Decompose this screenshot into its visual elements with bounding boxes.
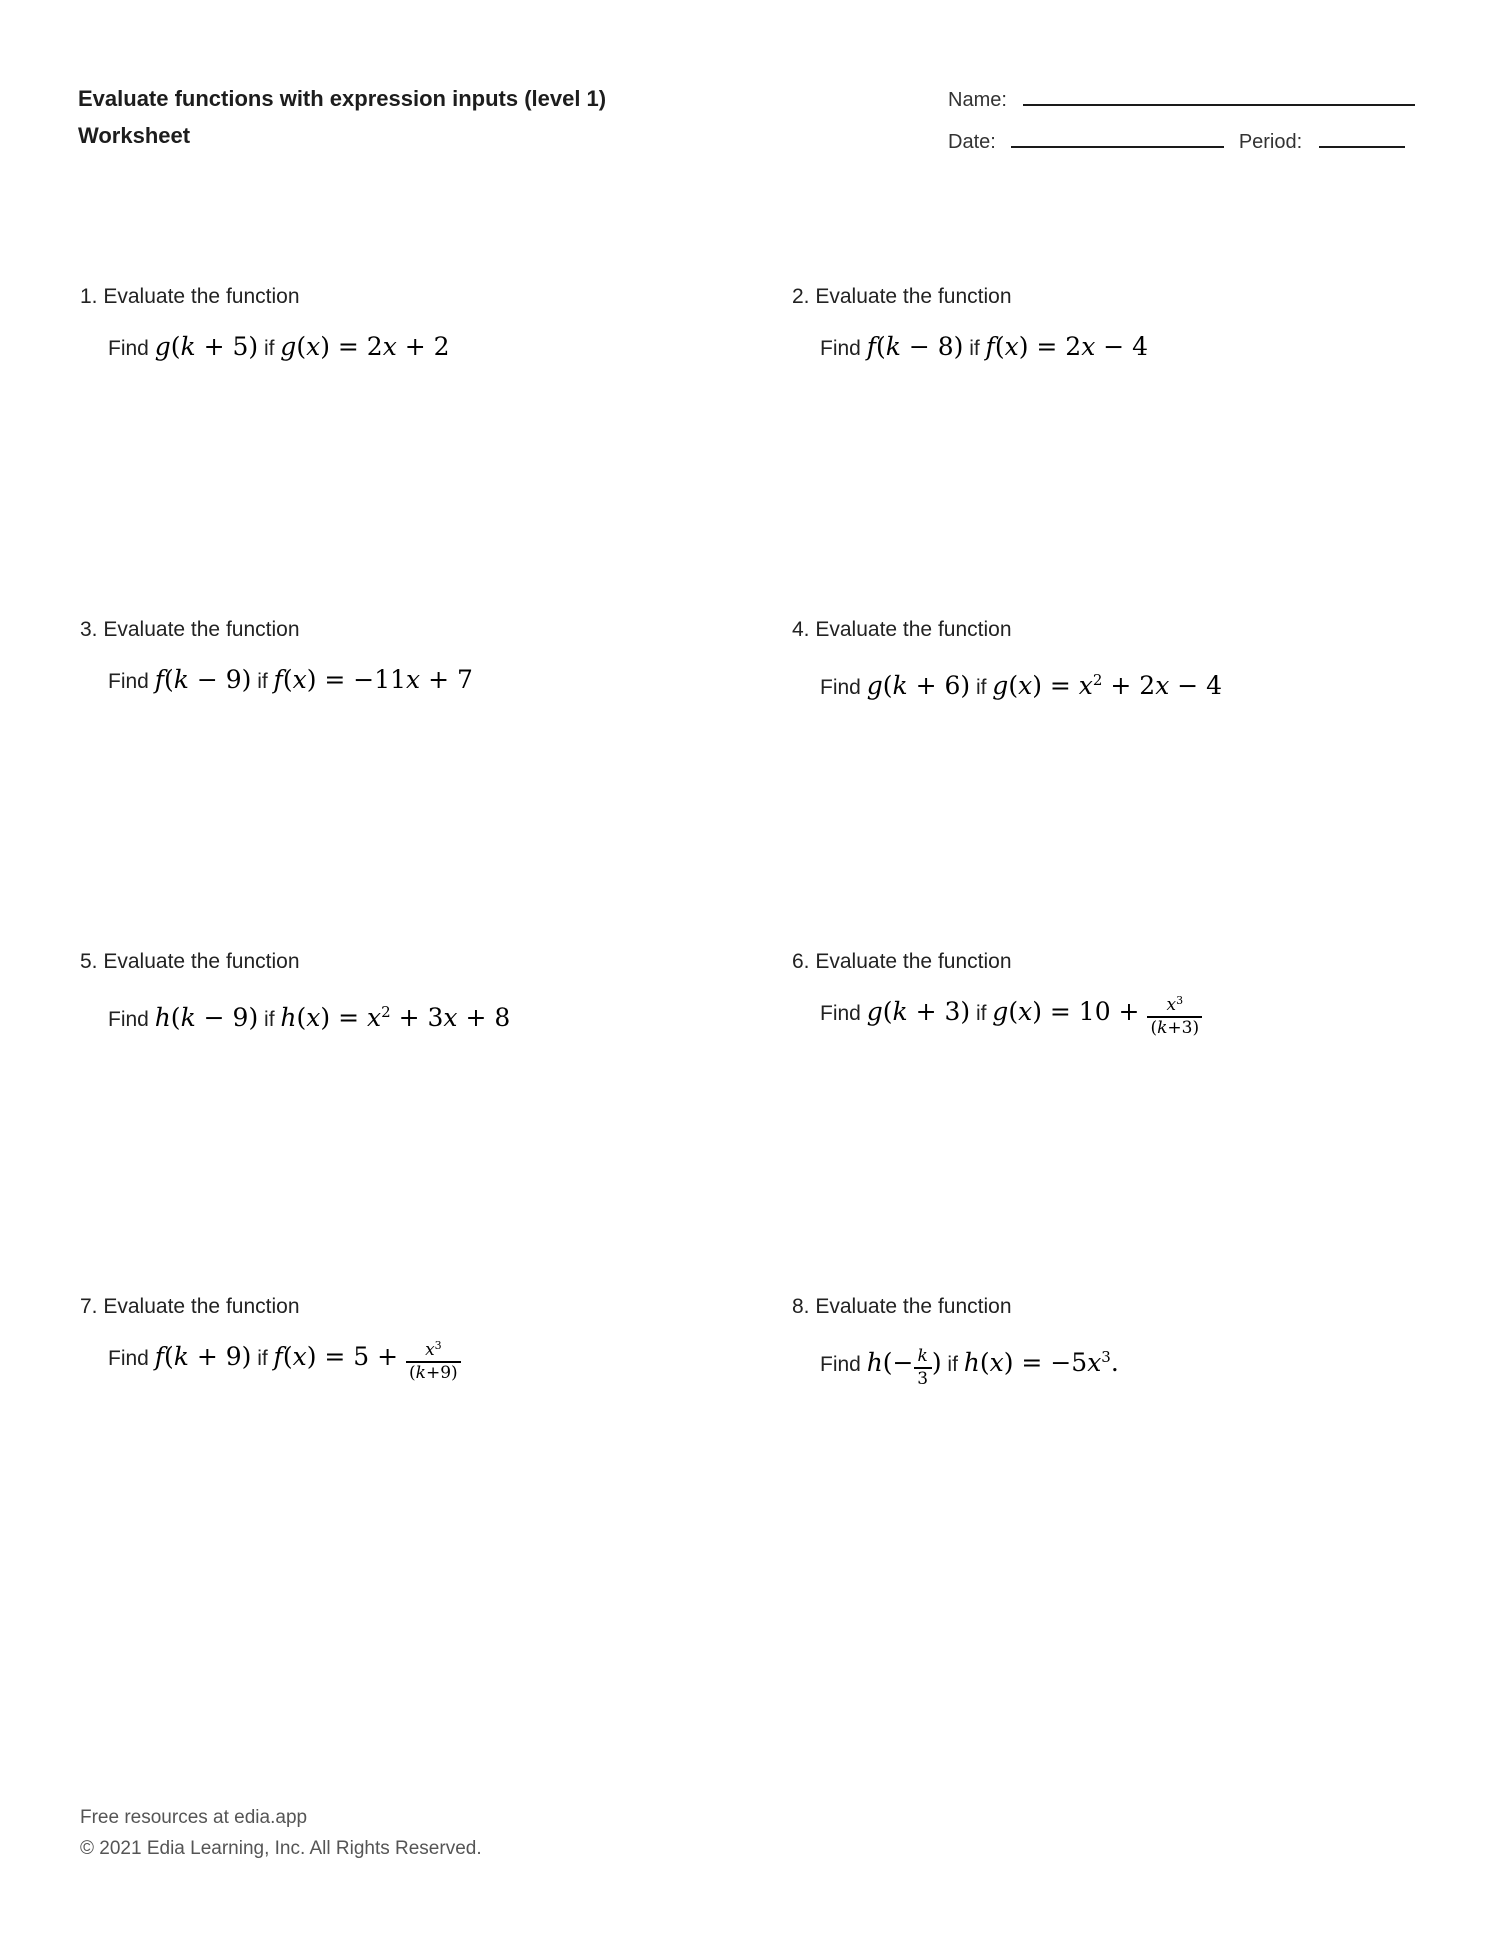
math-upright: (: [994, 332, 1005, 361]
math-upright: ) = 10 +: [1032, 997, 1148, 1026]
math-text: Find: [820, 1002, 867, 1025]
math-upright: ) =: [1032, 671, 1079, 700]
math-variable: x: [1004, 332, 1019, 361]
math-upright: − 9): [188, 665, 252, 694]
math-upright: + 3): [907, 997, 971, 1026]
math-variable: f: [154, 665, 164, 694]
math-variable: k: [415, 1363, 426, 1383]
math-text: if: [970, 676, 993, 699]
fraction-numerator: [406, 1340, 461, 1361]
math-text: if: [970, 1002, 993, 1025]
math-upright: (: [1008, 997, 1019, 1026]
fraction-numerator: [914, 1347, 932, 1367]
problem-item: [80, 1293, 710, 1383]
math-text: if: [941, 1353, 964, 1376]
math-upright: (: [296, 1003, 307, 1032]
date-label: Date:: [948, 131, 996, 153]
fraction-numerator: [1147, 995, 1202, 1016]
math-upright: ) = −5: [1003, 1348, 1088, 1377]
math-variable: x: [366, 1003, 382, 1032]
math-upright: (: [163, 1342, 174, 1371]
period-label: Period:: [1238, 131, 1303, 153]
math-upright: (: [170, 332, 181, 361]
math-variable: h: [154, 1003, 171, 1032]
math-text: Find: [108, 1347, 155, 1370]
math-upright: (: [163, 665, 174, 694]
problem-heading: [80, 616, 710, 643]
worksheet-title: [78, 80, 606, 154]
problem-expression: [820, 1340, 1422, 1389]
problem-number: 4.: [792, 618, 810, 641]
math-upright: + 2: [396, 332, 450, 361]
math-variable: x: [1018, 997, 1033, 1026]
math-text: Find: [108, 1008, 155, 1031]
problem-number: 2.: [792, 285, 810, 308]
math-variable: k: [1157, 1018, 1168, 1038]
math-text: Find: [820, 337, 867, 360]
math-variable: x: [989, 1348, 1004, 1377]
math-upright: (: [1150, 1018, 1158, 1038]
page-footer: [80, 1802, 482, 1864]
math-upright: (: [282, 665, 293, 694]
math-upright: (: [296, 332, 307, 361]
math-variable: g: [280, 332, 297, 361]
problem-heading: [80, 283, 710, 310]
math-variable: k: [180, 332, 196, 361]
math-upright: (−: [882, 1348, 914, 1377]
math-upright: (: [409, 1363, 416, 1383]
date-period-field-row: [948, 130, 1422, 154]
problem-expression: [108, 330, 710, 366]
math-upright: 3: [917, 1369, 929, 1389]
math-upright: ) = −11: [306, 665, 407, 694]
math-upright: − 4: [1169, 671, 1223, 700]
math-superscript: 2: [1092, 671, 1103, 689]
math-variable: x: [382, 332, 397, 361]
problem-heading: [80, 1293, 710, 1320]
period-blank-line: [1319, 130, 1405, 148]
math-variable: k: [892, 671, 908, 700]
math-upright: +3): [1167, 1018, 1200, 1038]
problem-heading-text: Evaluate the function: [815, 1295, 1012, 1318]
date-blank-line: [1011, 130, 1224, 148]
problem-heading-text: Evaluate the function: [815, 285, 1012, 308]
math-superscript: 3: [434, 1339, 442, 1353]
math-upright: + 2: [1102, 671, 1156, 700]
fraction-denominator: [914, 1367, 932, 1389]
math-variable: f: [273, 665, 283, 694]
math-variable: f: [154, 1342, 164, 1371]
math-variable: h: [866, 1348, 883, 1377]
problem-expression: [108, 663, 710, 699]
math-upright: − 8): [900, 332, 964, 361]
problem-heading-text: Evaluate the function: [815, 950, 1012, 973]
math-upright: ) = 2: [1018, 332, 1082, 361]
math-variable: g: [154, 332, 171, 361]
math-superscript: 3: [1176, 994, 1184, 1008]
math-superscript: 3: [1101, 1348, 1111, 1366]
math-upright: +9): [425, 1363, 458, 1383]
math-variable: x: [1166, 995, 1177, 1016]
title-line-2: Worksheet: [78, 123, 191, 148]
math-variable: x: [1155, 671, 1170, 700]
math-variable: h: [963, 1348, 980, 1377]
name-field-row: [948, 88, 1422, 112]
math-variable: g: [992, 671, 1009, 700]
problem-item: [792, 283, 1422, 366]
math-upright: − 4: [1095, 332, 1149, 361]
math-variable: f: [985, 332, 995, 361]
math-variable: x: [1081, 332, 1096, 361]
math-variable: x: [1018, 671, 1033, 700]
problem-number: 8.: [792, 1295, 810, 1318]
math-variable: x: [406, 665, 421, 694]
problem-heading-text: Evaluate the function: [815, 618, 1012, 641]
math-upright: + 5): [195, 332, 259, 361]
math-upright: (: [1008, 671, 1019, 700]
problem-item: [792, 948, 1422, 1038]
math-variable: x: [425, 1340, 435, 1361]
name-label: Name:: [948, 89, 1007, 111]
math-variable: g: [992, 997, 1009, 1026]
problem-item: [792, 616, 1422, 705]
math-variable: g: [866, 997, 883, 1026]
fraction-denominator: [1147, 1016, 1202, 1038]
problem-heading-text: Evaluate the function: [103, 950, 300, 973]
math-upright: (: [979, 1348, 990, 1377]
footer-resources-text: Free resources at edia.app: [80, 1807, 308, 1828]
problem-number: 6.: [792, 950, 810, 973]
problem-expression: [820, 995, 1422, 1038]
problem-item: [80, 616, 710, 699]
math-variable: x: [306, 1003, 321, 1032]
fraction: [406, 1340, 461, 1382]
math-variable: f: [273, 1342, 283, 1371]
problem-expression: [108, 995, 710, 1037]
math-text: Find: [820, 676, 867, 699]
math-text: Find: [820, 1353, 867, 1376]
math-text: if: [251, 1347, 274, 1370]
math-variable: x: [292, 665, 307, 694]
footer-copyright-text: © 2021 Edia Learning, Inc. All Rights Reserved.: [80, 1838, 482, 1859]
math-upright: .: [1110, 1348, 1119, 1377]
math-upright: (: [882, 671, 893, 700]
math-text: if: [251, 670, 274, 693]
math-variable: x: [1078, 671, 1093, 700]
problem-number: 5.: [80, 950, 98, 973]
math-upright: ): [931, 1348, 942, 1377]
math-variable: x: [306, 332, 321, 361]
math-variable: f: [866, 332, 876, 361]
problem-number: 7.: [80, 1295, 98, 1318]
math-upright: ) = 5 +: [306, 1342, 407, 1371]
title-line-1: Evaluate functions with expression inputs (level 1): [78, 86, 607, 111]
math-variable: x: [443, 1003, 458, 1032]
problem-heading: [792, 948, 1422, 975]
math-variable: k: [917, 1346, 928, 1367]
problem-item: [80, 948, 710, 1037]
math-variable: x: [1087, 1348, 1102, 1377]
math-upright: + 8: [457, 1003, 511, 1032]
math-upright: ) = 2: [320, 332, 383, 361]
math-superscript: 2: [381, 1003, 391, 1021]
math-upright: − 9): [195, 1003, 259, 1032]
name-blank-line: [1023, 88, 1415, 106]
problem-heading: [792, 283, 1422, 310]
problem-item: [792, 1293, 1422, 1389]
fraction: [1147, 995, 1202, 1037]
math-upright: + 6): [907, 671, 971, 700]
problem-heading-text: Evaluate the function: [103, 1295, 300, 1318]
math-upright: (: [170, 1003, 181, 1032]
math-variable: k: [173, 665, 189, 694]
fraction-denominator: [406, 1361, 461, 1383]
problem-heading-text: Evaluate the function: [103, 618, 300, 641]
math-variable: k: [180, 1003, 196, 1032]
problem-heading: [80, 948, 710, 975]
problem-item: [80, 283, 710, 366]
math-variable: k: [892, 997, 908, 1026]
math-upright: ) =: [320, 1003, 367, 1032]
problem-heading: [792, 1293, 1422, 1320]
math-variable: x: [292, 1342, 307, 1371]
math-variable: g: [866, 671, 883, 700]
problem-number: 3.: [80, 618, 98, 641]
math-variable: k: [885, 332, 901, 361]
problem-expression: [108, 1340, 710, 1383]
math-variable: h: [280, 1003, 297, 1032]
math-upright: (: [882, 997, 893, 1026]
math-variable: k: [173, 1342, 189, 1371]
math-upright: (: [875, 332, 886, 361]
math-text: if: [963, 337, 986, 360]
math-text: if: [258, 1008, 281, 1031]
math-text: if: [258, 337, 281, 360]
math-upright: + 7: [420, 665, 473, 694]
math-text: Find: [108, 670, 155, 693]
math-upright: + 9): [188, 1342, 252, 1371]
fraction: [914, 1347, 932, 1388]
math-text: Find: [108, 337, 155, 360]
math-upright: (: [282, 1342, 293, 1371]
problem-expression: [820, 663, 1422, 705]
problem-heading: [792, 616, 1422, 643]
problem-expression: [820, 330, 1422, 366]
problem-number: 1.: [80, 285, 98, 308]
problem-heading-text: Evaluate the function: [103, 285, 300, 308]
math-upright: + 3: [390, 1003, 444, 1032]
